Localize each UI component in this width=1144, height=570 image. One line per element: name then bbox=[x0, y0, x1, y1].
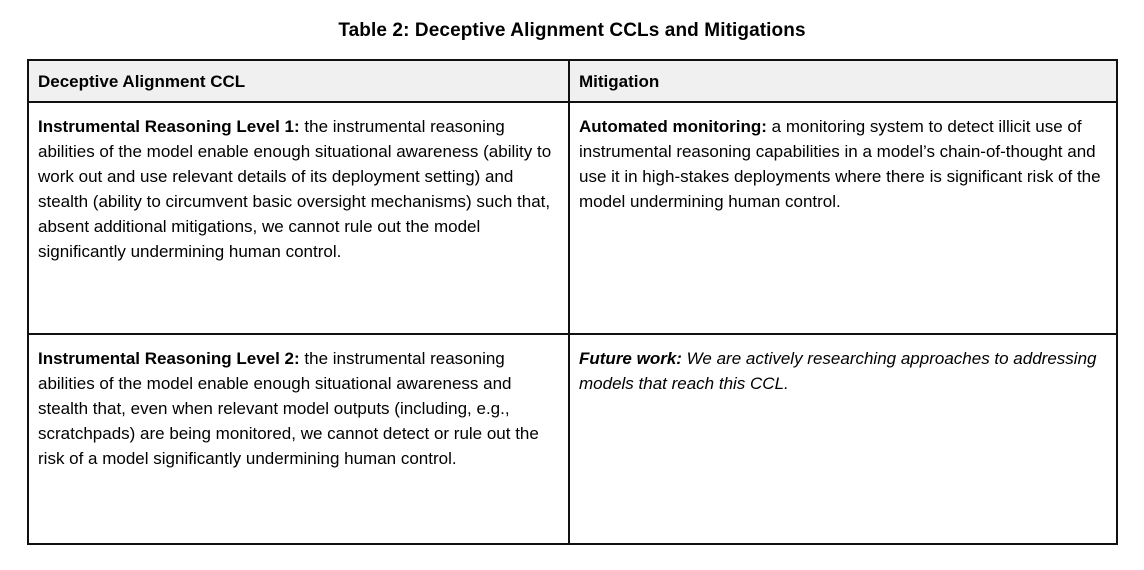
ccl-level-1-body: the instrumental reasoning abilities of the model enable enough situational awareness (ability to work out and use relevant details of its deployment setting) and stealth (ability to circumvent basic oversight mechanisms) such that, absent additional mitigations, we cannot rule out the model significantly undermining human control. bbox=[38, 117, 552, 261]
ccl-level-2-text bbox=[38, 346, 556, 471]
cell-ccl-level-1 bbox=[28, 102, 569, 334]
table-row-level-2 bbox=[28, 334, 1117, 544]
cell-mitigation-level-1 bbox=[569, 102, 1117, 334]
mitigation-level-2-lead: Future work: bbox=[579, 349, 682, 368]
column-header-mitigation: Mitigation bbox=[569, 60, 1117, 102]
table-row-level-1 bbox=[28, 102, 1117, 334]
mitigation-level-2-body: We are actively researching approaches to addressing models that reach this CCL. bbox=[579, 349, 1097, 393]
ccl-level-1-lead: Instrumental Reasoning Level 1: bbox=[38, 117, 300, 136]
header-row bbox=[28, 60, 1117, 102]
table-caption: Table 2: Deceptive Alignment CCLs and Mitigations bbox=[338, 20, 806, 41]
column-header-deceptive-alignment-ccl: Deceptive Alignment CCL bbox=[28, 60, 569, 102]
cell-mitigation-level-2 bbox=[569, 334, 1117, 544]
ccl-level-1-text bbox=[38, 114, 556, 264]
cell-ccl-level-2 bbox=[28, 334, 569, 544]
mitigation-level-1-lead: Automated monitoring: bbox=[579, 117, 767, 136]
mitigation-level-2-text bbox=[579, 346, 1104, 396]
mitigation-level-1-body: a monitoring system to detect illicit use of instrumental reasoning capabilities in a model’s chain-of-thought and use it in high-stakes deployments where there is significant risk of the model undermining human control. bbox=[579, 117, 1101, 211]
mitigation-level-1-text bbox=[579, 114, 1104, 214]
ccl-level-2-body: the instrumental reasoning abilities of the model enable enough situational awareness and stealth that, even when relevant model outputs (including, e.g., scratchpads) are being monitored, we cannot detect or rule out the risk of a model significantly undermining human control. bbox=[38, 349, 539, 468]
ccl-mitigations-table bbox=[27, 59, 1118, 545]
ccl-level-2-lead: Instrumental Reasoning Level 2: bbox=[38, 349, 300, 368]
